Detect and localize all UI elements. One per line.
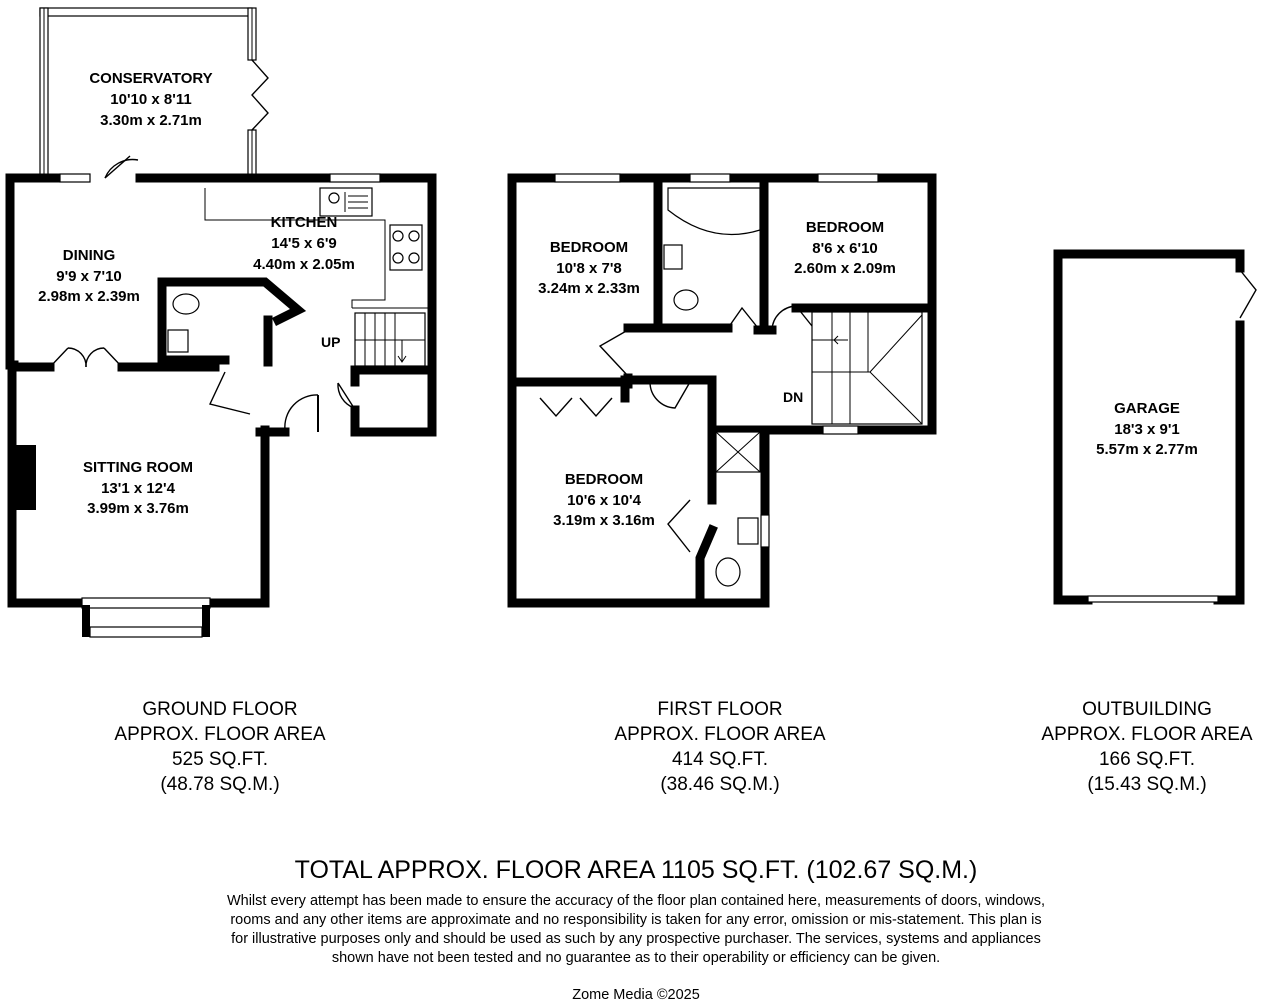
bedroom-bottom-name: BEDROOM (564, 471, 644, 488)
floor-sqft: 414 SQ.FT. (671, 749, 769, 770)
stairs-up-label: UP (321, 334, 341, 350)
outbuilding-caption (1017, 697, 1272, 797)
kitchen-name: KITCHEN (270, 214, 338, 231)
bedroom-left-name: BEDROOM (549, 239, 629, 256)
bedroom-right-name: BEDROOM (805, 219, 885, 236)
floor-sqft: 525 SQ.FT. (171, 749, 269, 770)
conservatory-name: CONSERVATORY (89, 70, 213, 87)
garage-name: GARAGE (1114, 400, 1180, 417)
floor-area-label: APPROX. FLOOR AREA (614, 724, 826, 745)
floor-name: FIRST FLOOR (657, 699, 783, 720)
sitting-room-imperial: 13'1 x 12'4 (101, 480, 175, 497)
conservatory-metric: 3.30m x 2.71m (100, 112, 202, 129)
first-floor-caption (570, 697, 870, 797)
bedroom-right-imperial: 8'6 x 6'10 (812, 240, 878, 257)
bedroom-bottom-metric: 3.19m x 3.16m (553, 512, 655, 529)
kitchen-metric: 4.40m x 2.05m (253, 256, 355, 273)
floor-sqft: 166 SQ.FT. (1098, 749, 1196, 770)
dining-metric: 2.98m x 2.39m (38, 288, 140, 305)
disclaimer-text: Whilst every attempt has been made to ensure the accuracy of the floor plan contained here, measurements of doors, windows, rooms and any other items are approximate and no responsibility is taken for any error, omission or mis-statement. This plan is for illustrative purposes only and should be used as such by any prospective purchaser. The services, systems and appliances shown have not been tested and no guarantee as to their operability or efficiency can be given. (226, 893, 1046, 966)
ground-floor-caption (70, 697, 370, 797)
ground-floor-walls (10, 156, 432, 637)
floor-sqm: (15.43 SQ.M.) (1087, 774, 1207, 795)
bedroom-left-metric: 3.24m x 2.33m (538, 280, 640, 297)
dining-imperial: 9'9 x 7'10 (56, 268, 122, 285)
garage-metric: 5.57m x 2.77m (1096, 441, 1198, 458)
total-floor-area: TOTAL APPROX. FLOOR AREA 1105 SQ.FT. (102.67 SQ.M.) (294, 856, 978, 884)
copyright-text: Zome Media ©2025 (572, 987, 700, 1003)
sitting-room-name: SITTING ROOM (83, 459, 193, 476)
floor-name: GROUND FLOOR (142, 699, 298, 720)
floor-area-label: APPROX. FLOOR AREA (1041, 724, 1253, 745)
ground-floor-plan (10, 8, 432, 637)
conservatory-imperial: 10'10 x 8'11 (110, 91, 192, 108)
sitting-room-metric: 3.99m x 3.76m (87, 500, 189, 517)
floor-area-label: APPROX. FLOOR AREA (114, 724, 326, 745)
bedroom-right-metric: 2.60m x 2.09m (794, 260, 896, 277)
stairs-down-label: DN (783, 389, 804, 405)
floor-sqm: (48.78 SQ.M.) (160, 774, 280, 795)
dining-name: DINING (62, 247, 116, 264)
floor-sqm: (38.46 SQ.M.) (660, 774, 780, 795)
garage-imperial: 18'3 x 9'1 (1114, 421, 1180, 438)
bedroom-bottom-imperial: 10'6 x 10'4 (567, 492, 641, 509)
floor-name: OUTBUILDING (1082, 699, 1212, 720)
room-labels (38, 70, 1198, 529)
kitchen-imperial: 14'5 x 6'9 (271, 235, 337, 252)
bedroom-left-imperial: 10'8 x 7'8 (556, 260, 622, 277)
